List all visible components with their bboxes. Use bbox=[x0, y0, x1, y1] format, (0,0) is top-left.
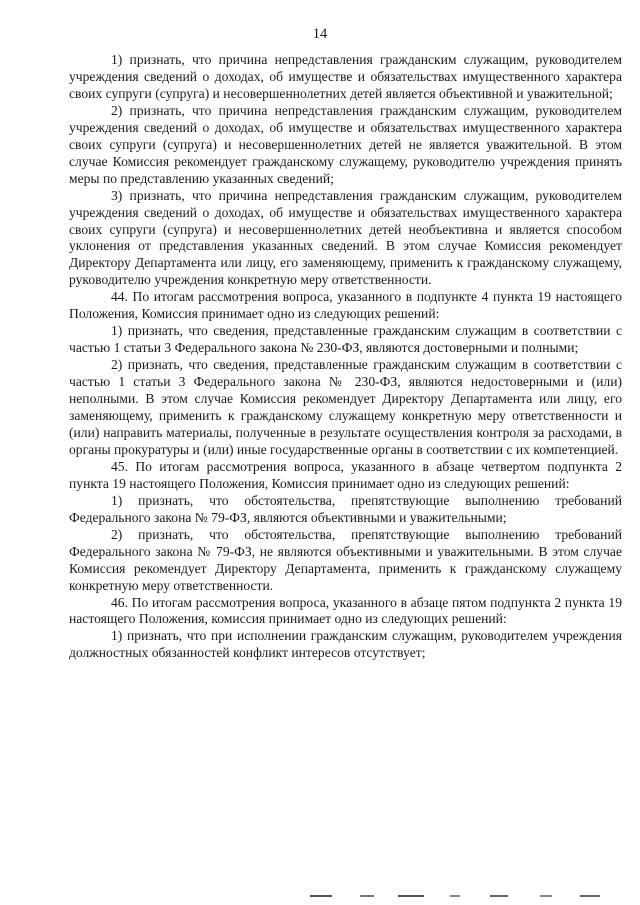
document-body bbox=[69, 52, 622, 662]
paragraph-43-item-3: 3) признать, что причина непредставления гражданским служащим, руководителем учреждения сведений о доходах, об имуществе и обязательствах имущественного характера своих супруги (супруга) и несовершеннолетних детей необъективна и является способом уклонения от представления указанных сведений. В этом случае Комиссия рекомендует Директору Департамента или лицу, его заменяющему, применить к гражданскому служащему, руководителю учреждения конкретную меру ответственности. bbox=[69, 187, 622, 288]
paragraph-43-item-2: 2) признать, что причина непредставления гражданским служащим, руководителем учреждения сведений о доходах, об имуществе и обязательствах имущественного характера своих супруги (супруга) и несовершеннолетних детей не является уважительной. В этом случае Комиссия рекомендует гражданскому служащему, руководителю учреждения принять меры по представлению указанных сведений; bbox=[69, 102, 622, 186]
paragraph-46-item-1: 1) признать, что при исполнении гражданским служащим, руководителем учреждения должностных обязанностей конфликт интересов отсутствует; bbox=[69, 628, 622, 661]
page-number: 14 bbox=[312, 26, 328, 42]
paragraph-45-intro: 45. По итогам рассмотрения вопроса, указанного в абзаце четвертом подпункта 2 пункта 19 настоящего Положения, Комиссия принимает одно из следующих решений: bbox=[69, 458, 622, 491]
paragraph-46-intro: 46. По итогам рассмотрения вопроса, указанного в абзаце пятом подпункта 2 пункта 19 настоящего Положения, комиссия принимает одно из следующих решений: bbox=[69, 594, 622, 627]
paragraph-43-item-1: 1) признать, что причина непредставления гражданским служащим, руководителем учреждения сведений о доходах, об имуществе и обязательствах имущественного характера своих супруги (супруга) и несовершеннолетних детей является объективной и уважительной; bbox=[69, 52, 622, 101]
paragraph-45-item-2: 2) признать, что обстоятельства, препятствующие выполнению требований Федерального закона № 79-ФЗ, не являются объективными и уважительными. В этом случае Комиссия рекомендует Директору Департамента, применить к гражданскому служащему конкретную меру ответственности. bbox=[69, 526, 622, 593]
paragraph-45-item-1: 1) признать, что обстоятельства, препятствующие выполнению требований Федерального закона № 79-ФЗ, являются объективными и уважительными; bbox=[69, 492, 622, 525]
scan-artifact-marks bbox=[300, 892, 620, 900]
paragraph-44-intro: 44. По итогам рассмотрения вопроса, указанного в подпункте 4 пункта 19 настоящего Положения, Комиссия принимает одно из следующих решений: bbox=[69, 289, 622, 322]
paragraph-44-item-1: 1) признать, что сведения, представленные гражданским служащим в соответствии с частью 1 статьи 3 Федерального закона № 230-ФЗ, являются достоверными и полными; bbox=[69, 323, 622, 356]
paragraph-44-item-2: 2) признать, что сведения, представленные гражданским служащим в соответствии с частью 1 статьи 3 Федерального закона № 230-ФЗ, являются недостоверными и (или) неполными. В этом случае Комиссия рекомендует Директору Департамента или лицу, его заменяющему, применить к гражданскому служащему конкретную меру ответственности и (или) направить материалы, полученные в результате осуществления контроля за расходами, в органы прокуратуры и (или) иные государственные органы в соответствии с их компетенцией. bbox=[69, 357, 622, 457]
